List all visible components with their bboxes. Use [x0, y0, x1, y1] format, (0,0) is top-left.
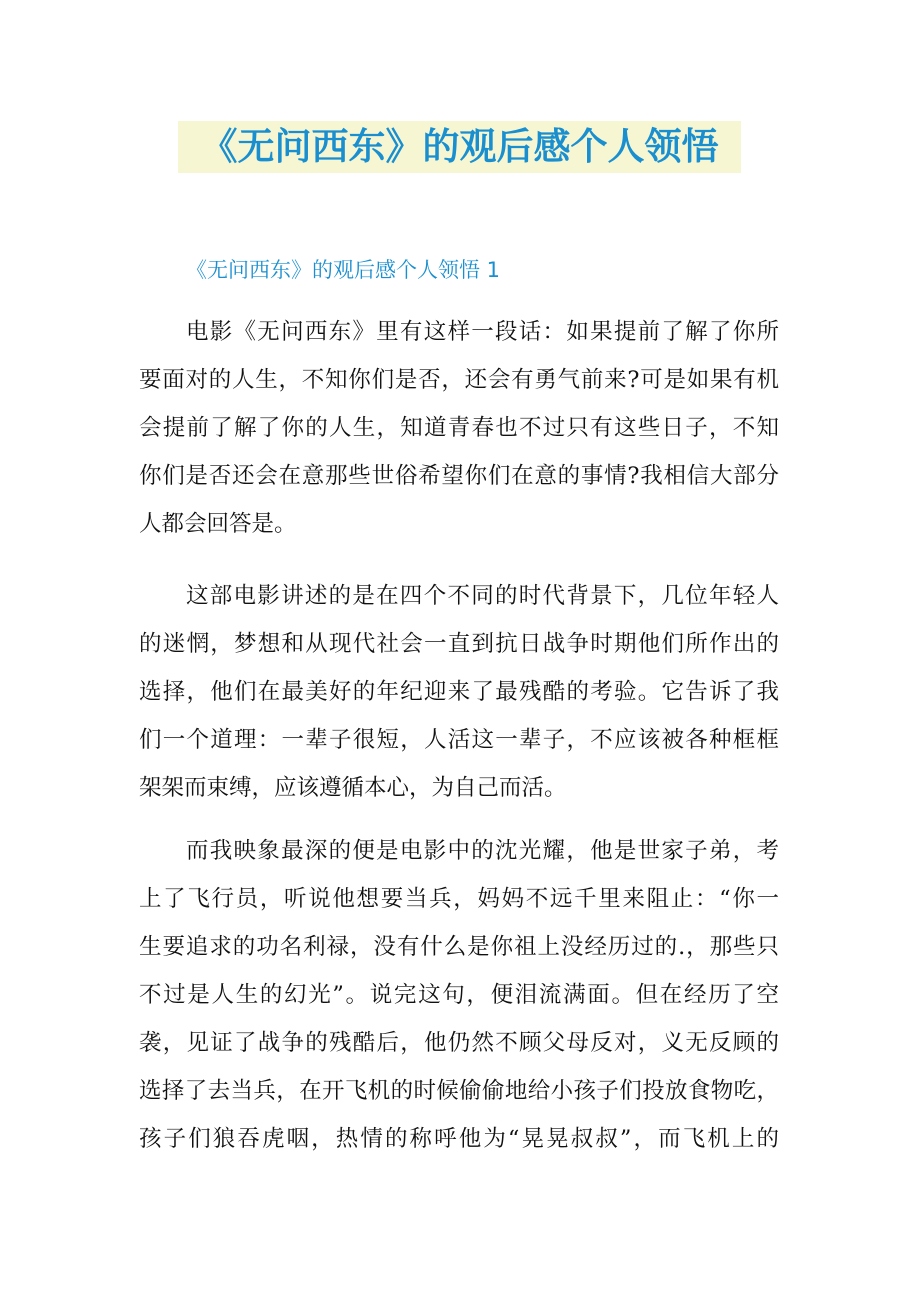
- paragraph-line: 会提前了解了你的人生，知道青春也不过只有这些日子，不知: [139, 415, 779, 441]
- paragraph-line: 生要追求的功名利禄，没有什么是你祖上没经历过的.，那些只: [139, 934, 779, 960]
- paragraph-line: 上了飞行员，听说他想要当兵，妈妈不远千里来阻止：“你一: [139, 886, 779, 912]
- section-heading: 《无问西东》的观后感个人领悟 1: [186, 258, 501, 282]
- paragraph-line: 你们是否还会在意那些世俗希望你们在意的事情?我相信大部分: [139, 463, 779, 489]
- document-title: 《无问西东》的观后感个人领悟: [200, 125, 719, 168]
- paragraph-line: 要面对的人生，不知你们是否，还会有勇气前来?可是如果有机: [139, 367, 779, 393]
- paragraph-line: 的迷惘，梦想和从现代社会一直到抗日战争时期他们所作出的: [139, 631, 779, 657]
- paragraph-line: 不过是人生的幻光”。说完这句，便泪流满面。但在经历了空: [139, 982, 779, 1008]
- paragraph-line: 电影《无问西东》里有这样一段话：如果提前了解了你所: [186, 319, 779, 345]
- paragraph-line: 架架而束缚，应该遵循本心，为自己而活。: [139, 775, 567, 801]
- paragraph-line: 人都会回答是。: [139, 511, 297, 537]
- paragraph-line: 选择了去当兵，在开飞机的时候偷偷地给小孩子们投放食物吃，: [139, 1078, 779, 1104]
- paragraph-line: 孩子们狼吞虎咽，热情的称呼他为“晃晃叔叔”，而飞机上的: [139, 1126, 779, 1152]
- title-highlight: [178, 121, 741, 173]
- paragraph-line: 们一个道理：一辈子很短，人活这一辈子，不应该被各种框框: [139, 727, 779, 753]
- paragraph-line: 袭，见证了战争的残酷后，他仍然不顾父母反对，义无反顾的: [139, 1030, 779, 1056]
- paragraph-line: 选择，他们在最美好的年纪迎来了最残酷的考验。它告诉了我: [139, 679, 779, 705]
- paragraph-line: 这部电影讲述的是在四个不同的时代背景下，几位年轻人: [186, 583, 779, 609]
- paragraph-line: 而我映象最深的便是电影中的沈光耀，他是世家子弟，考: [186, 838, 779, 864]
